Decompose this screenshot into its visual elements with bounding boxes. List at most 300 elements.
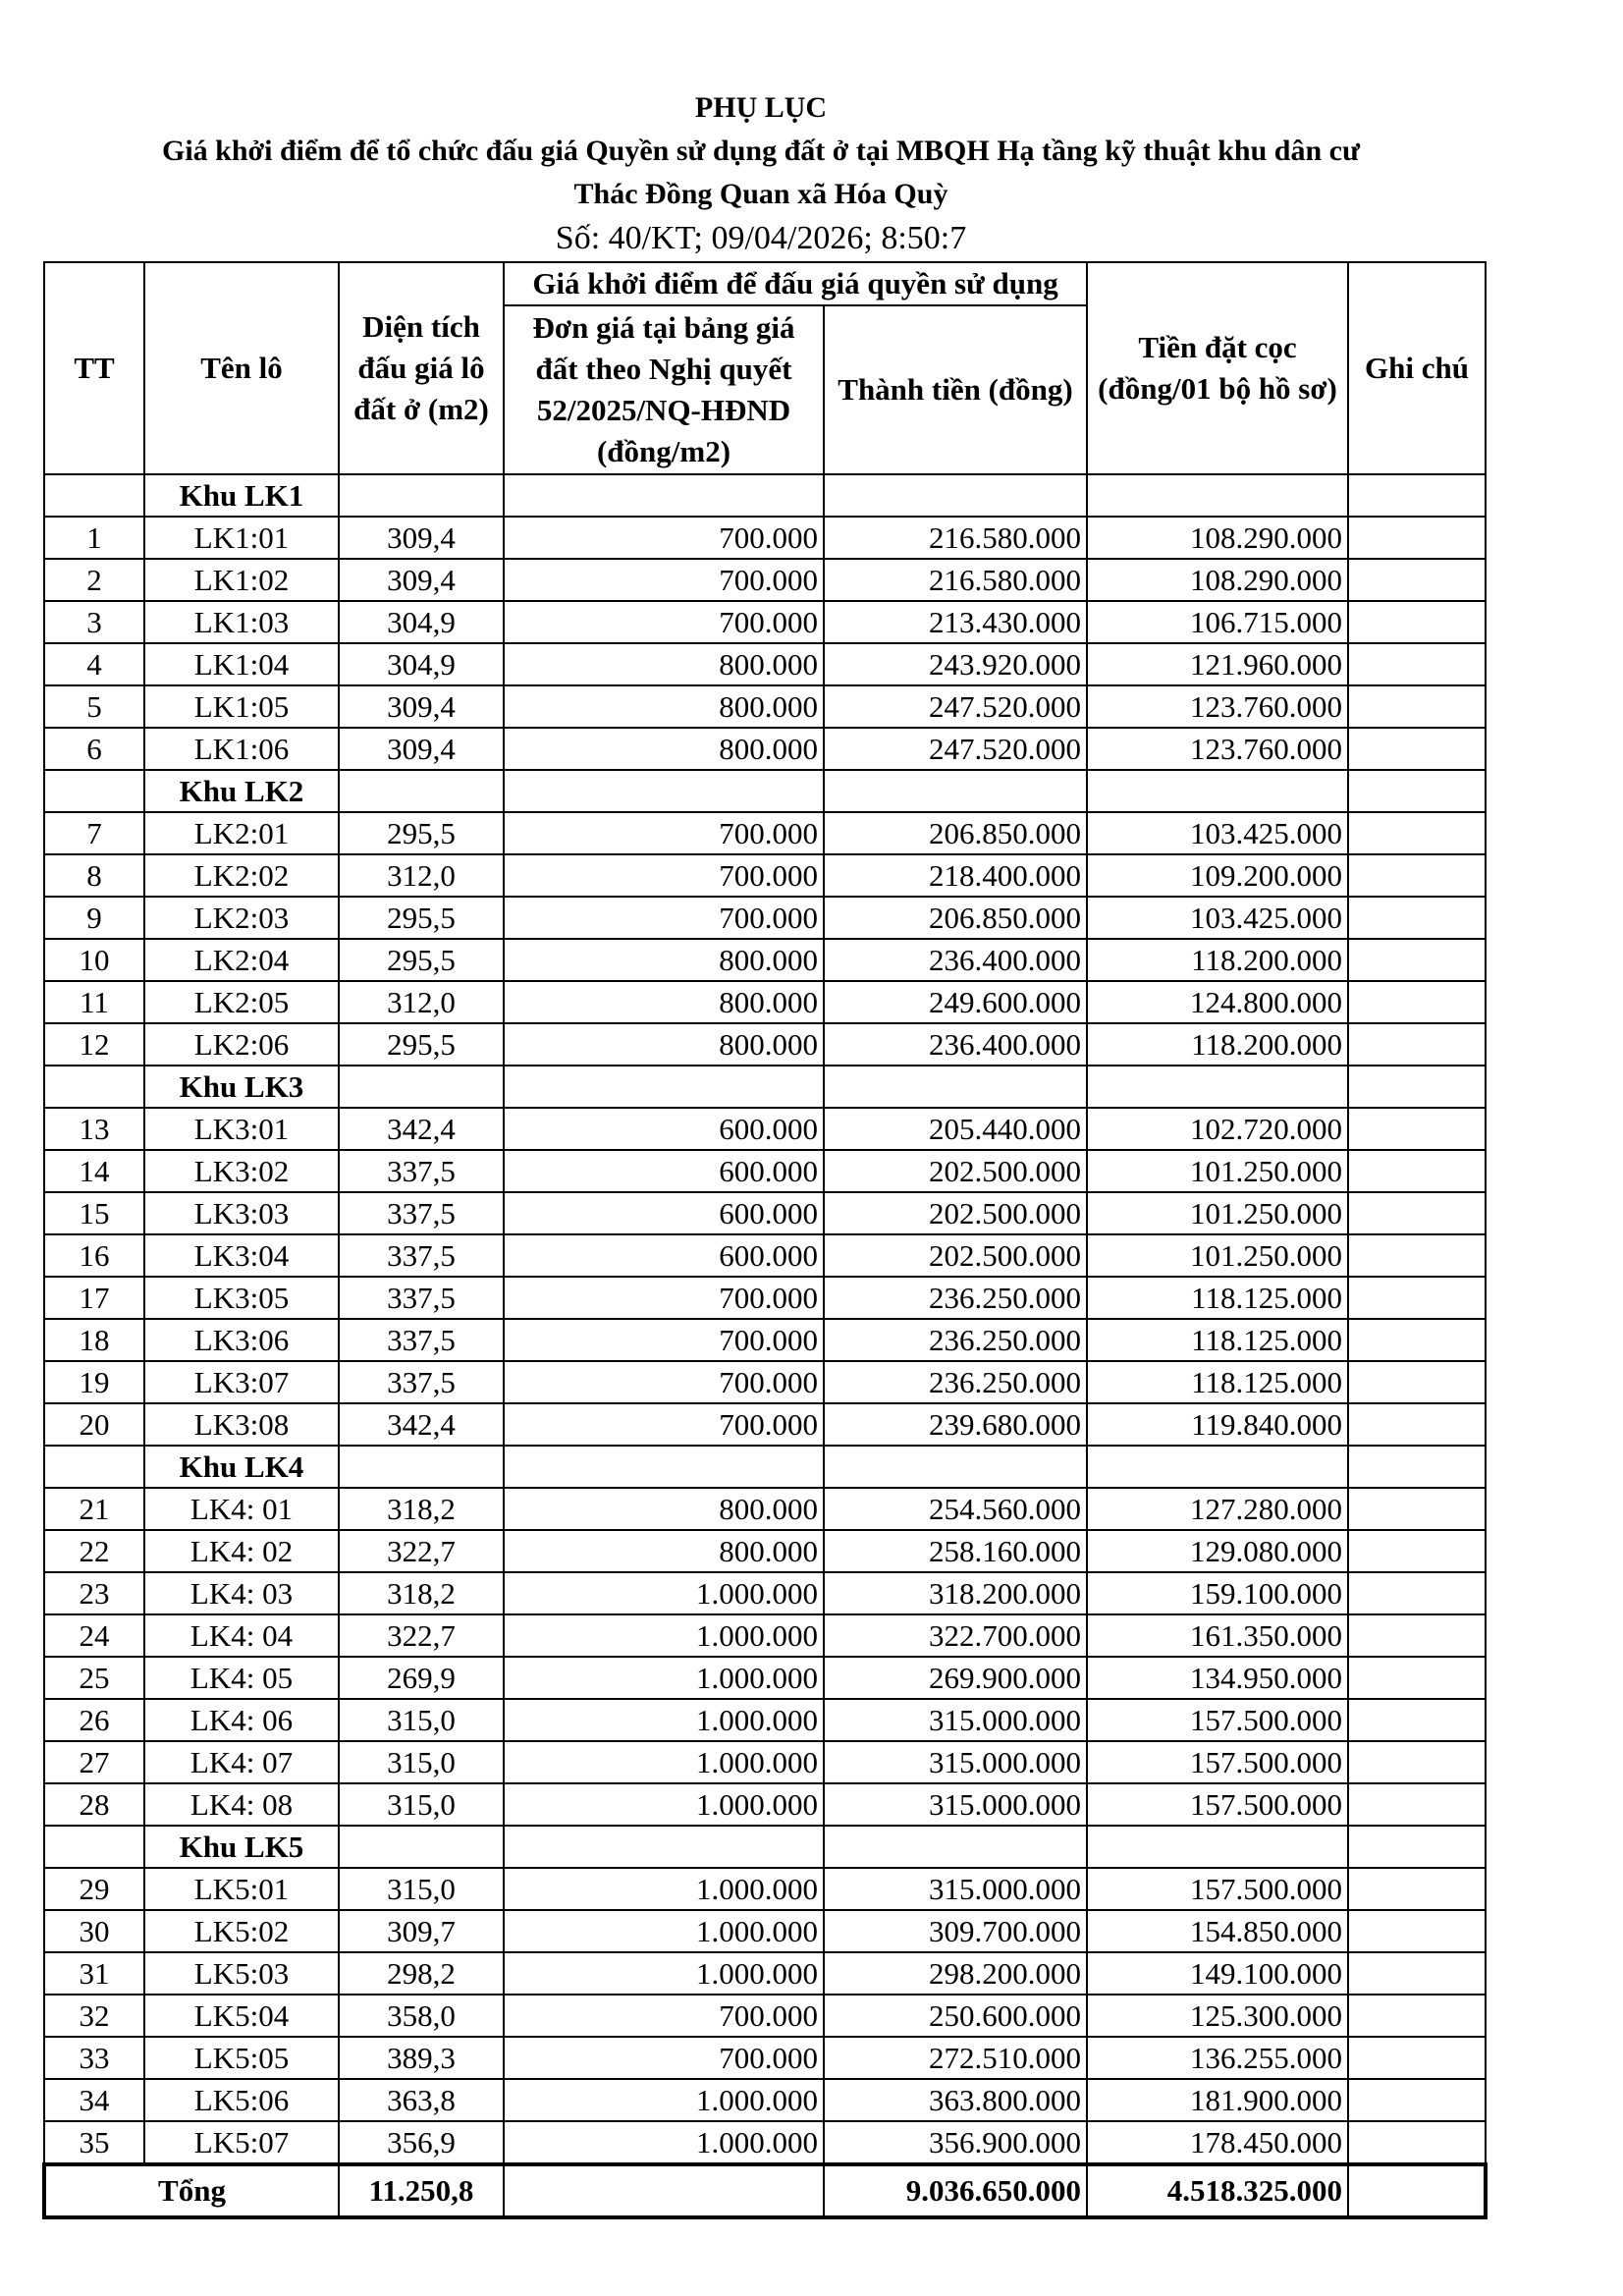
row-ghi-chu — [1348, 1234, 1486, 1277]
row-dien-tich: 342,4 — [339, 1403, 504, 1446]
row-ghi-chu — [1348, 1995, 1486, 2037]
row-dien-tich: 322,7 — [339, 1614, 504, 1657]
row-dien-tich: 318,2 — [339, 1488, 504, 1530]
row-thanh-tien: 236.250.000 — [824, 1277, 1087, 1319]
row-thanh-tien: 216.580.000 — [824, 559, 1087, 601]
row-tt: 12 — [44, 1023, 144, 1066]
row-tien-dat-coc: 121.960.000 — [1087, 643, 1348, 685]
row-tien-dat-coc: 159.100.000 — [1087, 1572, 1348, 1614]
row-tt: 22 — [44, 1530, 144, 1572]
row-ghi-chu — [1348, 1699, 1486, 1741]
row-ghi-chu — [1348, 1023, 1486, 1066]
row-tien-dat-coc: 103.425.000 — [1087, 897, 1348, 939]
row-tt: 24 — [44, 1614, 144, 1657]
row-dien-tich: 295,5 — [339, 897, 504, 939]
appendix-subtitle-line-1: Giá khởi điểm để tổ chức đấu giá Quyền sử dụng đất ở tại MBQH Hạ tầng kỹ thuật khu dân cư — [162, 135, 1360, 167]
row-dien-tich: 315,0 — [339, 1699, 504, 1741]
row-tt: 19 — [44, 1361, 144, 1403]
table-row — [44, 1952, 1486, 1995]
table-row — [44, 854, 1486, 897]
row-tt: 7 — [44, 812, 144, 854]
row-ten-lo: LK4: 03 — [144, 1572, 339, 1614]
row-dien-tich: 337,5 — [339, 1361, 504, 1403]
row-don-gia: 1.000.000 — [504, 1699, 824, 1741]
table-row — [44, 1192, 1486, 1234]
row-dien-tich: 295,5 — [339, 1023, 504, 1066]
document-title-block — [39, 86, 1483, 261]
row-thanh-tien: 356.900.000 — [824, 2121, 1087, 2164]
table-row — [44, 2121, 1486, 2164]
row-tt: 10 — [44, 939, 144, 981]
row-don-gia: 1.000.000 — [504, 1657, 824, 1699]
row-dien-tich: 309,4 — [339, 517, 504, 559]
table-row — [44, 1783, 1486, 1826]
row-thanh-tien: 218.400.000 — [824, 854, 1087, 897]
row-tt: 26 — [44, 1699, 144, 1741]
row-ten-lo: LK1:04 — [144, 643, 339, 685]
row-tt: 13 — [44, 1108, 144, 1150]
row-don-gia: 700.000 — [504, 2037, 824, 2079]
row-dien-tich: 269,9 — [339, 1657, 504, 1699]
row-don-gia: 800.000 — [504, 1023, 824, 1066]
table-row — [44, 2079, 1486, 2121]
row-tien-dat-coc: 129.080.000 — [1087, 1530, 1348, 1572]
row-tien-dat-coc: 103.425.000 — [1087, 812, 1348, 854]
row-ten-lo: LK3:01 — [144, 1108, 339, 1150]
section-empty-cell — [1348, 770, 1486, 812]
section-empty-cell — [339, 1066, 504, 1108]
row-thanh-tien: 202.500.000 — [824, 1192, 1087, 1234]
row-ten-lo: LK2:05 — [144, 981, 339, 1023]
section-row — [44, 1826, 1486, 1868]
section-empty-cell — [1087, 1446, 1348, 1488]
row-ghi-chu — [1348, 1868, 1486, 1910]
total-dien-tich: 11.250,8 — [339, 2164, 504, 2217]
row-ten-lo: LK2:01 — [144, 812, 339, 854]
row-ghi-chu — [1348, 1783, 1486, 1826]
table-row — [44, 559, 1486, 601]
row-ten-lo: LK3:06 — [144, 1319, 339, 1361]
table-row — [44, 939, 1486, 981]
row-ghi-chu — [1348, 1910, 1486, 1952]
appendix-subtitle-line-2: Thác Đồng Quan xã Hóa Quỳ — [573, 178, 948, 210]
row-tt: 20 — [44, 1403, 144, 1446]
section-tt-empty — [44, 474, 144, 517]
row-ten-lo: LK2:04 — [144, 939, 339, 981]
row-tt: 6 — [44, 728, 144, 770]
row-don-gia: 800.000 — [504, 939, 824, 981]
table-row — [44, 1277, 1486, 1319]
row-thanh-tien: 315.000.000 — [824, 1699, 1087, 1741]
row-tien-dat-coc: 123.760.000 — [1087, 685, 1348, 728]
total-row — [44, 2164, 1486, 2217]
table-row — [44, 1150, 1486, 1192]
row-dien-tich: 337,5 — [339, 1192, 504, 1234]
row-thanh-tien: 202.500.000 — [824, 1234, 1087, 1277]
row-thanh-tien: 236.250.000 — [824, 1361, 1087, 1403]
row-tt: 16 — [44, 1234, 144, 1277]
row-don-gia: 1.000.000 — [504, 1868, 824, 1910]
section-row — [44, 474, 1486, 517]
row-tien-dat-coc: 178.450.000 — [1087, 2121, 1348, 2164]
table-row — [44, 1614, 1486, 1657]
row-thanh-tien: 213.430.000 — [824, 601, 1087, 643]
row-ten-lo: LK5:06 — [144, 2079, 339, 2121]
row-dien-tich: 309,7 — [339, 1910, 504, 1952]
row-ten-lo: LK4: 04 — [144, 1614, 339, 1657]
row-ghi-chu — [1348, 559, 1486, 601]
row-don-gia: 1.000.000 — [504, 1952, 824, 1995]
table-row — [44, 643, 1486, 685]
row-ghi-chu — [1348, 1361, 1486, 1403]
section-empty-cell — [504, 1066, 824, 1108]
row-ten-lo: LK4: 01 — [144, 1488, 339, 1530]
row-ghi-chu — [1348, 643, 1486, 685]
row-dien-tich: 322,7 — [339, 1530, 504, 1572]
row-thanh-tien: 315.000.000 — [824, 1868, 1087, 1910]
row-thanh-tien: 250.600.000 — [824, 1995, 1087, 2037]
row-tt: 4 — [44, 643, 144, 685]
row-thanh-tien: 322.700.000 — [824, 1614, 1087, 1657]
row-ten-lo: LK4: 06 — [144, 1699, 339, 1741]
header-tt: TT — [44, 262, 144, 474]
section-tt-empty — [44, 1066, 144, 1108]
row-thanh-tien: 309.700.000 — [824, 1910, 1087, 1952]
row-tien-dat-coc: 118.125.000 — [1087, 1361, 1348, 1403]
row-ten-lo: LK5:01 — [144, 1868, 339, 1910]
table-row — [44, 1995, 1486, 2037]
row-thanh-tien: 239.680.000 — [824, 1403, 1087, 1446]
row-dien-tich: 356,9 — [339, 2121, 504, 2164]
row-tt: 17 — [44, 1277, 144, 1319]
row-dien-tich: 315,0 — [339, 1868, 504, 1910]
table-row — [44, 1741, 1486, 1783]
table-row — [44, 2037, 1486, 2079]
row-tt: 8 — [44, 854, 144, 897]
document-number: Số: 40/KT; 09/04/2026; 8:50:7 — [555, 220, 967, 256]
row-thanh-tien: 247.520.000 — [824, 685, 1087, 728]
row-thanh-tien: 236.400.000 — [824, 939, 1087, 981]
row-thanh-tien: 206.850.000 — [824, 897, 1087, 939]
row-tien-dat-coc: 108.290.000 — [1087, 559, 1348, 601]
row-ten-lo: LK1:05 — [144, 685, 339, 728]
row-ghi-chu — [1348, 1614, 1486, 1657]
row-ten-lo: LK2:03 — [144, 897, 339, 939]
row-ghi-chu — [1348, 981, 1486, 1023]
table-row — [44, 1530, 1486, 1572]
row-tt: 29 — [44, 1868, 144, 1910]
row-tien-dat-coc: 157.500.000 — [1087, 1741, 1348, 1783]
row-dien-tich: 337,5 — [339, 1150, 504, 1192]
row-tt: 35 — [44, 2121, 144, 2164]
section-empty-cell — [1087, 770, 1348, 812]
row-don-gia: 800.000 — [504, 643, 824, 685]
row-tien-dat-coc: 124.800.000 — [1087, 981, 1348, 1023]
row-ghi-chu — [1348, 1150, 1486, 1192]
section-name: Khu LK1 — [144, 474, 339, 517]
row-tien-dat-coc: 118.200.000 — [1087, 1023, 1348, 1066]
row-thanh-tien: 363.800.000 — [824, 2079, 1087, 2121]
section-row — [44, 1066, 1486, 1108]
row-thanh-tien: 216.580.000 — [824, 517, 1087, 559]
table-row — [44, 685, 1486, 728]
table-row — [44, 728, 1486, 770]
row-ten-lo: LK1:03 — [144, 601, 339, 643]
row-tt: 27 — [44, 1741, 144, 1783]
section-empty-cell — [504, 474, 824, 517]
row-don-gia: 700.000 — [504, 897, 824, 939]
row-don-gia: 1.000.000 — [504, 1783, 824, 1826]
row-thanh-tien: 236.250.000 — [824, 1319, 1087, 1361]
row-tt: 18 — [44, 1319, 144, 1361]
row-tt: 32 — [44, 1995, 144, 2037]
section-empty-cell — [504, 770, 824, 812]
row-thanh-tien: 258.160.000 — [824, 1530, 1087, 1572]
section-tt-empty — [44, 1826, 144, 1868]
section-tt-empty — [44, 770, 144, 812]
row-tien-dat-coc: 101.250.000 — [1087, 1192, 1348, 1234]
row-don-gia: 1.000.000 — [504, 1572, 824, 1614]
row-tien-dat-coc: 101.250.000 — [1087, 1234, 1348, 1277]
row-don-gia: 700.000 — [504, 517, 824, 559]
row-don-gia: 600.000 — [504, 1108, 824, 1150]
row-ghi-chu — [1348, 2079, 1486, 2121]
row-thanh-tien: 318.200.000 — [824, 1572, 1087, 1614]
section-empty-cell — [824, 474, 1087, 517]
row-ten-lo: LK3:04 — [144, 1234, 339, 1277]
table-row — [44, 601, 1486, 643]
section-name: Khu LK5 — [144, 1826, 339, 1868]
total-ghi-chu-empty — [1348, 2164, 1486, 2217]
table-row — [44, 1699, 1486, 1741]
header-don-gia: Đơn giá tại bảng giá đất theo Nghị quyết 52/2025/NQ-HĐND (đồng/m2) — [504, 305, 824, 474]
row-thanh-tien: 205.440.000 — [824, 1108, 1087, 1150]
header-ten-lo: Tên lô — [144, 262, 339, 474]
section-row — [44, 770, 1486, 812]
table-row — [44, 517, 1486, 559]
row-tien-dat-coc: 125.300.000 — [1087, 1995, 1348, 2037]
row-ghi-chu — [1348, 854, 1486, 897]
section-name: Khu LK3 — [144, 1066, 339, 1108]
table-row — [44, 1023, 1486, 1066]
row-ten-lo: LK3:07 — [144, 1361, 339, 1403]
row-tien-dat-coc: 101.250.000 — [1087, 1150, 1348, 1192]
total-thanh-tien: 9.036.650.000 — [824, 2164, 1087, 2217]
row-dien-tich: 358,0 — [339, 1995, 504, 2037]
row-dien-tich: 315,0 — [339, 1741, 504, 1783]
header-thanh-tien: Thành tiền (đồng) — [824, 305, 1087, 474]
header-tien-dat-coc: Tiền đặt cọc (đồng/01 bộ hồ sơ) — [1087, 262, 1348, 474]
row-tien-dat-coc: 157.500.000 — [1087, 1783, 1348, 1826]
row-tien-dat-coc: 161.350.000 — [1087, 1614, 1348, 1657]
table-row — [44, 1403, 1486, 1446]
row-don-gia: 1.000.000 — [504, 1910, 824, 1952]
row-ten-lo: LK2:06 — [144, 1023, 339, 1066]
row-tien-dat-coc: 109.200.000 — [1087, 854, 1348, 897]
row-dien-tich: 315,0 — [339, 1783, 504, 1826]
row-dien-tich: 389,3 — [339, 2037, 504, 2079]
row-tien-dat-coc: 118.125.000 — [1087, 1319, 1348, 1361]
row-dien-tich: 337,5 — [339, 1319, 504, 1361]
row-tien-dat-coc: 118.125.000 — [1087, 1277, 1348, 1319]
row-tien-dat-coc: 181.900.000 — [1087, 2079, 1348, 2121]
row-tien-dat-coc: 119.840.000 — [1087, 1403, 1348, 1446]
row-dien-tich: 304,9 — [339, 601, 504, 643]
row-tt: 30 — [44, 1910, 144, 1952]
row-ghi-chu — [1348, 728, 1486, 770]
row-don-gia: 600.000 — [504, 1234, 824, 1277]
section-empty-cell — [339, 1446, 504, 1488]
row-tt: 15 — [44, 1192, 144, 1234]
row-tt: 31 — [44, 1952, 144, 1995]
row-tien-dat-coc: 154.850.000 — [1087, 1910, 1348, 1952]
row-ghi-chu — [1348, 1741, 1486, 1783]
row-tt: 2 — [44, 559, 144, 601]
row-don-gia: 800.000 — [504, 1530, 824, 1572]
row-ghi-chu — [1348, 2121, 1486, 2164]
row-thanh-tien: 315.000.000 — [824, 1783, 1087, 1826]
row-thanh-tien: 247.520.000 — [824, 728, 1087, 770]
row-don-gia: 700.000 — [504, 1995, 824, 2037]
row-don-gia: 800.000 — [504, 685, 824, 728]
row-don-gia: 1.000.000 — [504, 1741, 824, 1783]
table-row — [44, 1108, 1486, 1150]
row-thanh-tien: 298.200.000 — [824, 1952, 1087, 1995]
row-dien-tich: 363,8 — [339, 2079, 504, 2121]
row-tien-dat-coc: 157.500.000 — [1087, 1868, 1348, 1910]
row-ghi-chu — [1348, 939, 1486, 981]
row-dien-tich: 337,5 — [339, 1277, 504, 1319]
row-tt: 1 — [44, 517, 144, 559]
table-row — [44, 812, 1486, 854]
row-tien-dat-coc: 123.760.000 — [1087, 728, 1348, 770]
row-ghi-chu — [1348, 1488, 1486, 1530]
row-dien-tich: 309,4 — [339, 685, 504, 728]
row-ten-lo: LK4: 02 — [144, 1530, 339, 1572]
row-don-gia: 700.000 — [504, 601, 824, 643]
row-ten-lo: LK3:05 — [144, 1277, 339, 1319]
row-dien-tich: 298,2 — [339, 1952, 504, 1995]
row-ten-lo: LK2:02 — [144, 854, 339, 897]
table-row — [44, 1361, 1486, 1403]
row-ten-lo: LK4: 07 — [144, 1741, 339, 1783]
row-ten-lo: LK5:07 — [144, 2121, 339, 2164]
row-tien-dat-coc: 136.255.000 — [1087, 2037, 1348, 2079]
row-thanh-tien: 206.850.000 — [824, 812, 1087, 854]
table-body — [44, 474, 1486, 2164]
section-empty-cell — [339, 474, 504, 517]
row-tt: 28 — [44, 1783, 144, 1826]
section-empty-cell — [824, 770, 1087, 812]
section-empty-cell — [504, 1446, 824, 1488]
row-tt: 3 — [44, 601, 144, 643]
section-empty-cell — [824, 1066, 1087, 1108]
row-don-gia: 600.000 — [504, 1150, 824, 1192]
row-tt: 5 — [44, 685, 144, 728]
row-ghi-chu — [1348, 1403, 1486, 1446]
row-ghi-chu — [1348, 1192, 1486, 1234]
row-dien-tich: 342,4 — [339, 1108, 504, 1150]
row-don-gia: 1.000.000 — [504, 2121, 824, 2164]
row-tien-dat-coc: 127.280.000 — [1087, 1488, 1348, 1530]
section-empty-cell — [504, 1826, 824, 1868]
row-don-gia: 1.000.000 — [504, 1614, 824, 1657]
row-don-gia: 1.000.000 — [504, 2079, 824, 2121]
row-dien-tich: 309,4 — [339, 559, 504, 601]
auction-price-table — [42, 261, 1488, 2219]
row-tt: 34 — [44, 2079, 144, 2121]
row-ghi-chu — [1348, 685, 1486, 728]
row-thanh-tien: 243.920.000 — [824, 643, 1087, 685]
row-thanh-tien: 249.600.000 — [824, 981, 1087, 1023]
row-don-gia: 700.000 — [504, 854, 824, 897]
row-ten-lo: LK1:06 — [144, 728, 339, 770]
row-ten-lo: LK4: 05 — [144, 1657, 339, 1699]
section-empty-cell — [1348, 1446, 1486, 1488]
row-don-gia: 700.000 — [504, 1361, 824, 1403]
row-ten-lo: LK1:02 — [144, 559, 339, 601]
header-gia-khoi-diem-group: Giá khởi điểm để đấu giá quyền sử dụng — [504, 262, 1087, 305]
row-dien-tich: 337,5 — [339, 1234, 504, 1277]
table-row — [44, 1657, 1486, 1699]
row-ghi-chu — [1348, 517, 1486, 559]
row-ghi-chu — [1348, 601, 1486, 643]
section-empty-cell — [1087, 1066, 1348, 1108]
row-thanh-tien: 269.900.000 — [824, 1657, 1087, 1699]
row-tien-dat-coc: 108.290.000 — [1087, 517, 1348, 559]
row-tt: 25 — [44, 1657, 144, 1699]
row-don-gia: 700.000 — [504, 1277, 824, 1319]
header-ghi-chu: Ghi chú — [1348, 262, 1486, 474]
section-empty-cell — [1087, 1826, 1348, 1868]
row-dien-tich: 295,5 — [339, 939, 504, 981]
row-don-gia: 600.000 — [504, 1192, 824, 1234]
section-name: Khu LK4 — [144, 1446, 339, 1488]
row-ghi-chu — [1348, 1319, 1486, 1361]
row-ten-lo: LK4: 08 — [144, 1783, 339, 1826]
row-ghi-chu — [1348, 897, 1486, 939]
appendix-title: PHỤ LỤC — [694, 91, 828, 124]
table-row — [44, 897, 1486, 939]
row-tt: 14 — [44, 1150, 144, 1192]
table-row — [44, 1572, 1486, 1614]
total-tien-dat-coc: 4.518.325.000 — [1087, 2164, 1348, 2217]
section-tt-empty — [44, 1446, 144, 1488]
row-ghi-chu — [1348, 1277, 1486, 1319]
row-ghi-chu — [1348, 1952, 1486, 1995]
row-don-gia: 700.000 — [504, 812, 824, 854]
row-ghi-chu — [1348, 1530, 1486, 1572]
row-ten-lo: LK5:04 — [144, 1995, 339, 2037]
row-dien-tich: 312,0 — [339, 854, 504, 897]
row-tien-dat-coc: 157.500.000 — [1087, 1699, 1348, 1741]
row-ten-lo: LK3:03 — [144, 1192, 339, 1234]
row-ghi-chu — [1348, 1572, 1486, 1614]
row-thanh-tien: 236.400.000 — [824, 1023, 1087, 1066]
row-tt: 9 — [44, 897, 144, 939]
row-tt: 21 — [44, 1488, 144, 1530]
row-don-gia: 800.000 — [504, 728, 824, 770]
row-dien-tich: 304,9 — [339, 643, 504, 685]
row-ghi-chu — [1348, 812, 1486, 854]
row-dien-tich: 309,4 — [339, 728, 504, 770]
row-tt: 33 — [44, 2037, 144, 2079]
row-ten-lo: LK1:01 — [144, 517, 339, 559]
row-ten-lo: LK5:03 — [144, 1952, 339, 1995]
table-row — [44, 1234, 1486, 1277]
row-tien-dat-coc: 134.950.000 — [1087, 1657, 1348, 1699]
row-don-gia: 700.000 — [504, 1403, 824, 1446]
